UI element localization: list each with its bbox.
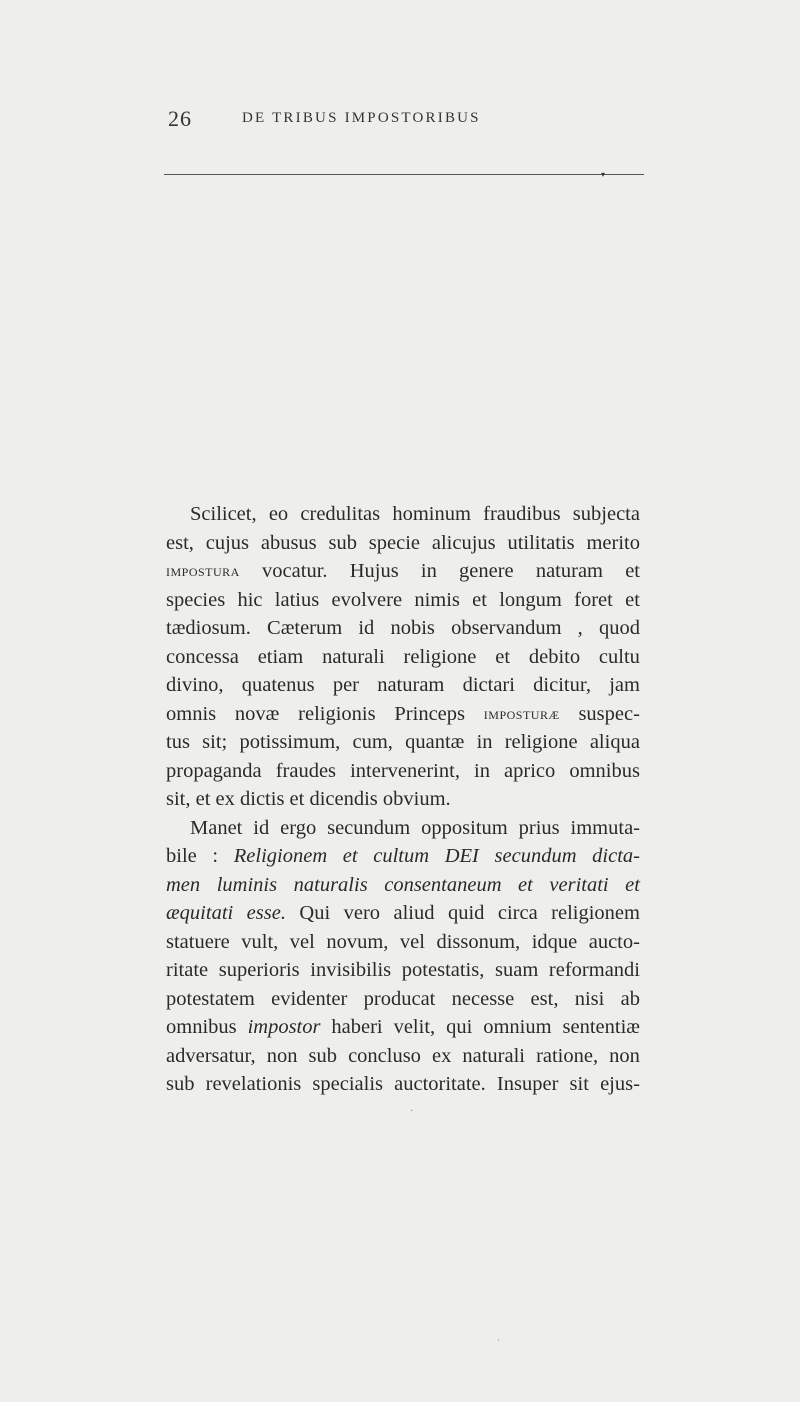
word: et — [518, 873, 533, 896]
word: potestatis, — [401, 959, 485, 981]
word: sit — [569, 1073, 589, 1095]
word: suam — [495, 959, 539, 981]
word: tædiosum. — [166, 617, 251, 639]
word: omnis — [166, 702, 217, 725]
word: adversatur, — [166, 1044, 256, 1067]
word: ex — [431, 1044, 452, 1067]
word: nimis — [414, 588, 460, 611]
text-line — [166, 1042, 640, 1071]
word: producat — [363, 987, 436, 1010]
text-line — [166, 899, 640, 928]
word: vero — [343, 902, 381, 924]
word: fraudibus — [483, 503, 561, 525]
word: cum, — [352, 731, 393, 753]
word: suspec- — [578, 702, 640, 725]
word: veritati — [549, 873, 609, 896]
word: naturalis — [293, 873, 368, 896]
text-line — [166, 728, 640, 757]
word: concluso — [348, 1044, 421, 1067]
word: æquitati — [166, 902, 234, 924]
word: naturali — [462, 1044, 526, 1067]
header-rule — [164, 174, 644, 175]
text-line — [166, 814, 640, 843]
word: invisibilis — [310, 959, 392, 981]
body-text — [166, 500, 640, 1099]
text-line — [166, 700, 640, 729]
word: concessa — [166, 645, 239, 668]
word: Religionem — [233, 845, 328, 867]
word: evidenter — [271, 987, 348, 1010]
word: immuta- — [570, 816, 640, 839]
word: fraudes — [275, 759, 337, 782]
text-line — [166, 757, 640, 786]
word: vel — [399, 930, 425, 953]
word: reformandi — [548, 959, 640, 981]
text-line — [166, 1013, 640, 1042]
word: id — [358, 617, 375, 639]
word: men — [166, 873, 201, 896]
word: ab — [620, 987, 640, 1010]
word: bile — [166, 845, 197, 867]
word: aliqua — [589, 731, 640, 753]
word: Insuper — [496, 1073, 559, 1095]
word: quatenus — [241, 674, 315, 696]
word: id — [253, 816, 270, 839]
word: intervenerint, — [350, 759, 460, 782]
word: esse. — [246, 902, 286, 924]
word: hominum — [392, 503, 471, 525]
word: observandum — [451, 617, 562, 639]
running-title: DE TRIBUS IMPOSTORIBUS — [242, 110, 481, 126]
word: dictari — [462, 674, 515, 696]
word: divino, — [166, 674, 224, 696]
text-line — [166, 1070, 640, 1099]
word: jam — [609, 674, 640, 696]
word: velit, — [393, 1016, 436, 1038]
word: Qui — [299, 902, 331, 924]
word: species — [166, 588, 226, 611]
word: credulitas — [300, 503, 381, 525]
word: cultu — [598, 645, 640, 668]
word: subjecta — [572, 503, 640, 525]
word: genere — [459, 560, 514, 582]
word: vel — [289, 930, 315, 953]
word: utilitatis — [507, 531, 575, 554]
word: Hujus — [349, 560, 399, 582]
word: , — [577, 617, 583, 639]
text-line — [166, 985, 640, 1014]
word: et — [625, 588, 640, 611]
word: prius — [518, 816, 560, 839]
word: in — [420, 560, 437, 582]
word: haberi — [331, 1016, 383, 1038]
word: etiam — [257, 645, 304, 668]
word: est, — [166, 531, 194, 554]
text-line — [166, 871, 640, 900]
word: omnibus — [569, 759, 640, 782]
word: tus — [166, 731, 190, 753]
word: circa — [497, 902, 538, 924]
word: secundum — [327, 816, 411, 839]
word: imposturæ — [483, 703, 560, 723]
text-line — [166, 500, 640, 529]
word: et — [495, 645, 511, 668]
word: specie — [368, 531, 421, 554]
running-head — [168, 106, 643, 136]
text-line — [166, 643, 640, 672]
word: et — [625, 560, 640, 582]
word: nobis — [390, 617, 435, 639]
word: aliud — [393, 902, 435, 924]
word: religionis — [298, 702, 376, 725]
word: sit; — [202, 731, 228, 753]
word: aprico — [504, 759, 556, 782]
word: idque — [531, 930, 578, 953]
text-line — [166, 785, 640, 814]
word: foret — [574, 588, 613, 611]
word: ergo — [280, 816, 317, 839]
word: est, — [530, 987, 559, 1010]
word: in — [474, 759, 490, 782]
text-line — [166, 586, 640, 615]
word: impostor — [247, 1016, 321, 1038]
word: evolvere — [331, 588, 403, 611]
word: specialis — [312, 1073, 383, 1095]
word: revelationis — [205, 1073, 302, 1095]
text-line — [166, 928, 640, 957]
word: novum, — [326, 930, 389, 953]
word: ratione, — [536, 1044, 599, 1067]
word: naturam — [535, 560, 603, 582]
text-line — [166, 557, 640, 586]
word: cujus — [205, 531, 250, 554]
word: aucto- — [588, 930, 640, 953]
page-number: 26 — [168, 106, 192, 131]
text-line — [166, 529, 640, 558]
word: merito — [586, 531, 640, 554]
word: et — [472, 588, 487, 611]
word: quantæ — [405, 731, 465, 753]
word: secundum — [494, 845, 577, 867]
text-line — [166, 614, 640, 643]
word: statuere — [166, 930, 230, 953]
word: debito — [528, 645, 581, 668]
word: et — [625, 873, 640, 896]
word: sub — [166, 1073, 195, 1095]
word: novæ — [234, 702, 280, 725]
word: nisi — [574, 987, 605, 1010]
word: Scilicet, — [190, 503, 257, 525]
word: quod — [598, 617, 640, 639]
word: et — [342, 845, 358, 867]
word: potissimum, — [239, 731, 341, 753]
word: hic — [237, 588, 263, 611]
word: Cæterum — [267, 617, 343, 639]
word: oppositum — [421, 816, 508, 839]
word: ritate — [166, 959, 209, 981]
word: vult, — [241, 930, 279, 953]
print-speck: ˌ — [497, 1330, 501, 1341]
word: vocatur. — [262, 560, 328, 582]
word: dissonum, — [436, 930, 521, 953]
word: eo — [268, 503, 289, 525]
word: luminis — [216, 873, 278, 896]
text-line — [166, 956, 640, 985]
word: sub — [308, 1044, 338, 1067]
word: sub — [328, 531, 357, 554]
rule-mark: ▾ — [601, 170, 606, 179]
word: non — [266, 1044, 298, 1067]
word: Princeps — [394, 702, 465, 725]
word: quid — [447, 902, 485, 924]
word: propaganda — [166, 759, 262, 782]
word: sententiæ — [562, 1016, 640, 1038]
word: religionem — [551, 902, 640, 924]
word: dicitur, — [533, 674, 591, 696]
word: DEI — [444, 845, 479, 867]
word: religione — [403, 645, 477, 668]
word: superioris — [218, 959, 300, 981]
word: omnium — [483, 1016, 552, 1038]
word: naturam — [377, 674, 445, 696]
word: omnibus — [166, 1016, 237, 1038]
word: naturali — [322, 645, 385, 668]
word: non — [609, 1044, 640, 1067]
text-run: sit, et ex dictis et dicendis obvium. — [166, 788, 451, 810]
word: potestatem — [166, 987, 255, 1010]
word: impostura — [166, 561, 240, 580]
word: religione — [504, 731, 578, 753]
text-line — [166, 842, 640, 871]
word: in — [476, 731, 493, 753]
word: abusus — [260, 531, 317, 554]
word: longum — [499, 588, 562, 611]
word: alicujus — [431, 531, 496, 554]
word: Manet — [190, 816, 243, 839]
print-speck: · — [410, 1106, 414, 1117]
text-line — [166, 671, 640, 700]
word: cultum — [373, 845, 430, 867]
word: necesse — [451, 987, 515, 1010]
word: per — [332, 674, 359, 696]
word: consentaneum — [384, 873, 502, 896]
word: dicta- — [592, 845, 640, 867]
word: latius — [274, 588, 320, 611]
word: : — [212, 845, 219, 867]
word: qui — [446, 1016, 473, 1038]
word: ejus- — [600, 1073, 640, 1095]
word: auctoritate. — [394, 1073, 486, 1095]
